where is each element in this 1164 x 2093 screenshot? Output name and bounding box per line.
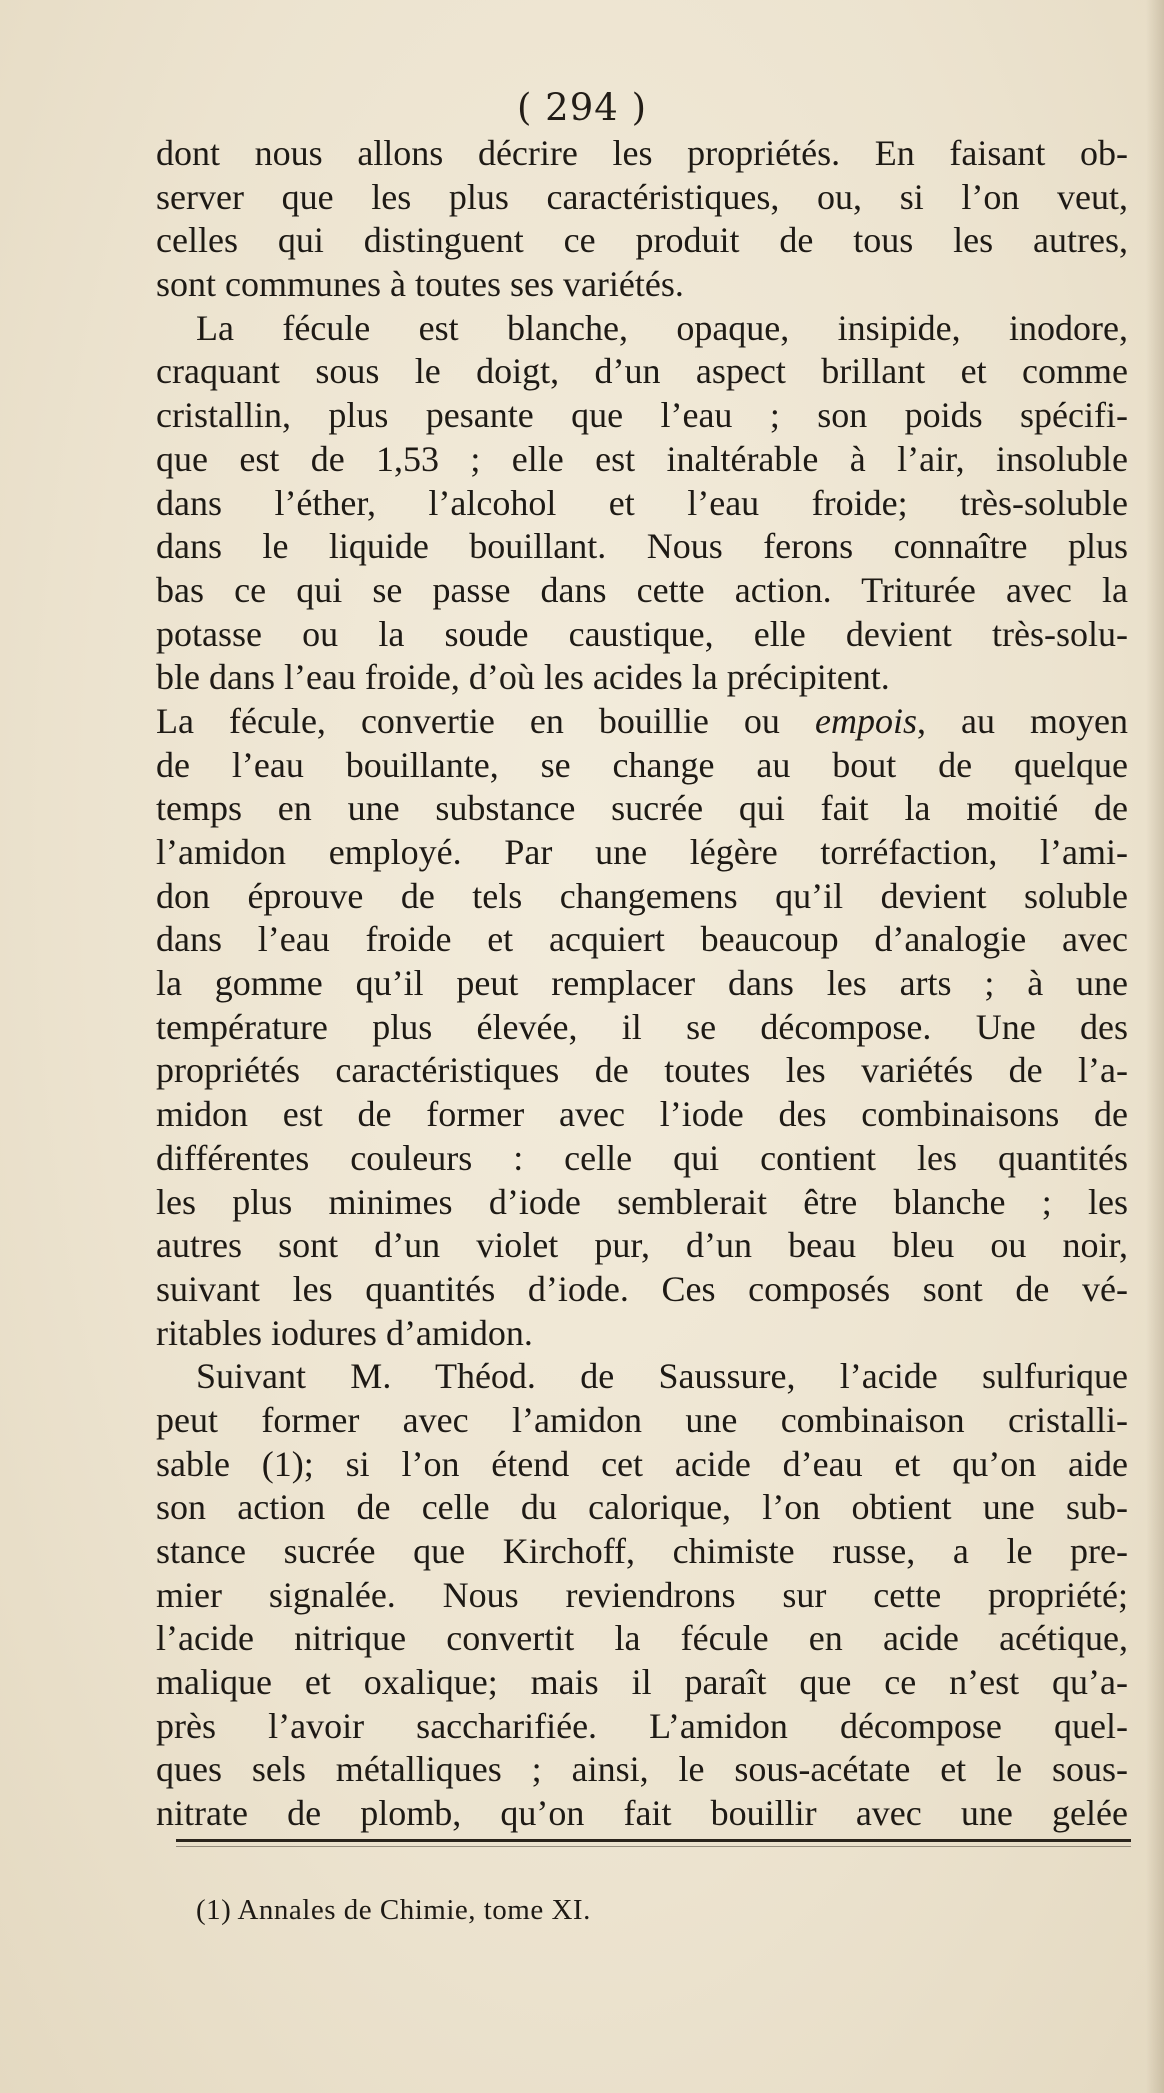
paragraph-start: La fécule est blanche, opaque, insipide, inodore, — [196, 307, 1128, 348]
text-line: stance sucrée que Kirchoff, chimiste russe, a le pre- — [156, 1531, 1128, 1571]
text-line: dont nous allons décrire les propriétés. En faisant ob- — [156, 133, 1128, 173]
page-number: ( 294 ) — [516, 86, 647, 129]
italic-term: empois — [814, 700, 917, 741]
text-line: autres sont d’un violet pur, d’un beau bleu ou noir, — [156, 1225, 1128, 1266]
text-line: temps en une substance sucrée qui fait la moitié de — [156, 788, 1128, 829]
text-line: potasse ou la soude caustique, elle devient très-solu- — [156, 613, 1128, 654]
text-line: ritables iodures d’amidon. — [156, 1312, 533, 1353]
text-line: suivant les quantités d’iode. Ces composés sont de vé- — [156, 1268, 1128, 1309]
text-line: l’amidon employé. Par une légère torréfaction, l’ami- — [156, 832, 1128, 872]
text-line: l’acide nitrique convertit la fécule en acide acétique, — [156, 1618, 1128, 1659]
text-line: température plus élevée, il se décompose. Une des — [156, 1006, 1128, 1047]
text-line: son action de celle du calorique, l’on obtient une sub- — [156, 1487, 1128, 1528]
text-line: près l’avoir saccharifiée. L’amidon décompose quel- — [156, 1705, 1128, 1746]
text-line: malique et oxalique; mais il paraît que ce n’est qu’a- — [156, 1662, 1128, 1703]
footnote-separator-shadow — [176, 1846, 1131, 1847]
text-line: ble dans l’eau froide, d’où les acides la précipitent. — [156, 657, 890, 698]
text-line: de l’eau bouillante, se change au bout de quelque — [156, 744, 1128, 785]
text-line: sable (1); si l’on étend cet acide d’eau et qu’on aide — [156, 1443, 1128, 1484]
text-line: sont communes à toutes ses variétés. — [156, 264, 684, 305]
text-line: propriétés caractéristiques de toutes les variétés de l’a- — [156, 1050, 1128, 1091]
text-line: don éprouve de tels changemens qu’il devient soluble — [156, 875, 1128, 916]
text-line: dans l’eau froide et acquiert beaucoup d’analogie avec — [156, 919, 1128, 960]
page-edge-shadow — [1146, 0, 1164, 2093]
text-line: bas ce qui se passe dans cette action. Triturée avec la — [156, 569, 1128, 610]
text-line: ques sels métalliques ; ainsi, le sous-acétate et le sous- — [156, 1749, 1128, 1790]
text-line: server que les plus caractéristiques, ou, si l’on veut, — [156, 176, 1128, 217]
text-line: dans l’éther, l’alcohol et l’eau froide; très-soluble — [156, 482, 1128, 523]
text-line: midon est de former avec l’iode des combinaisons de — [156, 1094, 1128, 1135]
text-line: que est de 1,53 ; elle est inaltérable à l’air, insoluble — [156, 438, 1128, 479]
text-line: nitrate de plomb, qu’on fait bouillir avec une gelée — [156, 1793, 1128, 1834]
text-line: craquant sous le doigt, d’un aspect brillant et comme — [156, 351, 1128, 392]
text-line: celles qui distinguent ce produit de tous les autres, — [156, 220, 1128, 261]
text-line: cristallin, plus pesante que l’eau ; son poids spécifi- — [156, 395, 1128, 436]
text-line: différentes couleurs : celle qui contient les quantités — [156, 1137, 1128, 1178]
text-line: dans le liquide bouillant. Nous ferons connaître plus — [156, 526, 1128, 567]
footnote: (1) Annales de Chimie, tome XI. — [196, 1894, 591, 1926]
text-line: la gomme qu’il peut remplacer dans les arts ; à une — [156, 963, 1128, 1004]
text-line: mier signalée. Nous reviendrons sur cette propriété; — [156, 1574, 1128, 1615]
paragraph-start: La fécule, convertie en bouillie ou empois, au moyen — [156, 700, 1128, 741]
text-line: les plus minimes d’iode semblerait être blanche ; les — [156, 1181, 1128, 1222]
paragraph-start: Suivant M. Théod. de Saussure, l’acide sulfurique — [196, 1356, 1128, 1397]
body-text — [156, 132, 1128, 1836]
text-line: peut former avec l’amidon une combinaison cristalli- — [156, 1399, 1128, 1440]
footnote-separator — [176, 1839, 1131, 1842]
